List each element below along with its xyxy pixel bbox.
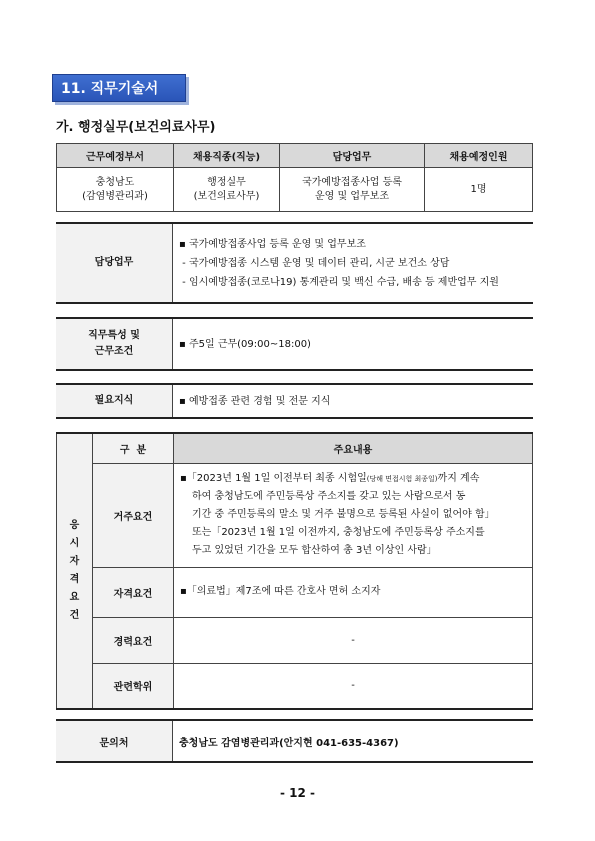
section-title: 11. 직무기술서: [61, 81, 159, 97]
experience-text: -: [174, 617, 533, 663]
side-label-char: 격: [69, 574, 80, 585]
knowledge-text: ▪ 예방접종 관련 경험 및 전문 지식: [179, 395, 331, 407]
conditions-box: [56, 317, 533, 371]
conditions-label-line1: 직무특성 및: [88, 330, 140, 341]
conditions-text: ▪ 주5일 근무(09:00~18:00): [179, 338, 311, 350]
overview-header-count: 채용예정인원: [425, 144, 533, 168]
knowledge-label: 필요지식: [56, 385, 173, 417]
conditions-label-line2: 근무조건: [94, 346, 134, 357]
duties-content: [173, 224, 533, 302]
overview-count-cell: 1명: [425, 168, 533, 212]
overview-dept-line1: 충청남도: [95, 176, 135, 188]
license-label: 자격요건: [93, 567, 174, 617]
conditions-label: [56, 319, 173, 369]
residence-line-4: 또는「2023년 1월 1일 이전까지, 충청남도에 주민등록상 주소지를: [192, 527, 485, 538]
section-title-badge: [52, 74, 186, 102]
requirements-header-category: 구 분: [93, 433, 174, 463]
contact-text: 충청남도 감염병관리과(안지현 041-635-4367): [179, 737, 399, 749]
residence-line-5: 두고 있었던 기간을 모두 합산하여 총 3년 이상인 사람」: [192, 545, 437, 556]
contact-box: [56, 719, 533, 763]
license-text: ▪「의료법」제7조에 따른 간호사 면허 소지자: [174, 567, 533, 617]
duties-box: [56, 222, 533, 304]
requirements-side-label: [57, 433, 93, 709]
requirements-table: [56, 432, 533, 710]
overview-task-line1: 국가예방접종사업 등록: [302, 176, 402, 188]
experience-label: 경력요건: [93, 617, 174, 663]
overview-header-job: 채용직종(직능): [174, 144, 280, 168]
knowledge-box: [56, 383, 533, 419]
overview-dept-cell: [57, 168, 174, 212]
duties-line-1: ▪ 국가예방접종사업 등록 운영 및 업무보조: [179, 238, 366, 250]
side-label-char: 시: [69, 538, 80, 549]
residence-line-3: 기간 중 주민등록의 말소 및 거주 불명으로 등록된 사실이 없어야 함」: [192, 509, 495, 520]
overview-job-cell: [174, 168, 280, 212]
side-label-char: 응: [69, 520, 80, 531]
degree-text: -: [174, 663, 533, 709]
overview-task-line2: 운영 및 업무보조: [315, 190, 389, 202]
duties-line-2: - 국가예방접종 시스템 운영 및 데이터 관리, 시군 보건소 상담: [179, 257, 450, 269]
overview-header-task: 담당업무: [280, 144, 425, 168]
side-label-char: 요: [69, 592, 80, 603]
residence-content: [174, 463, 533, 567]
degree-label: 관련학위: [93, 663, 174, 709]
overview-header-dept: 근무예정부서: [57, 144, 174, 168]
page-number: - 12 -: [279, 786, 315, 800]
overview-task-cell: [280, 168, 425, 212]
subsection-title: 가. 행정실무(보건의료사무): [56, 120, 216, 135]
contact-label: 문의처: [56, 721, 173, 761]
overview-dept-line2: (감염병관리과): [82, 190, 148, 202]
residence-line-2: 하여 충청남도에 주민등록상 주소지를 갖고 있는 사람으로서 동: [192, 491, 466, 502]
requirements-header-content: 주요내용: [174, 433, 533, 463]
overview-job-line2: (보건의료사무): [193, 190, 260, 202]
residence-line-1: ▪「2023년 1월 1일 이전부터 최종 시험일(당해 면접시험 최종일)까지 계속: [180, 473, 480, 484]
duties-line-3: - 임시예방접종(코로나19) 통계관리 및 백신 수급, 배송 등 제반업무 지원: [179, 276, 499, 288]
duties-label: 담당업무: [56, 224, 173, 302]
residence-label: 거주요건: [93, 463, 174, 567]
side-label-char: 자: [69, 556, 80, 567]
overview-job-line1: 행정실무: [207, 176, 246, 188]
overview-table: [56, 143, 533, 212]
side-label-char: 건: [69, 610, 80, 621]
